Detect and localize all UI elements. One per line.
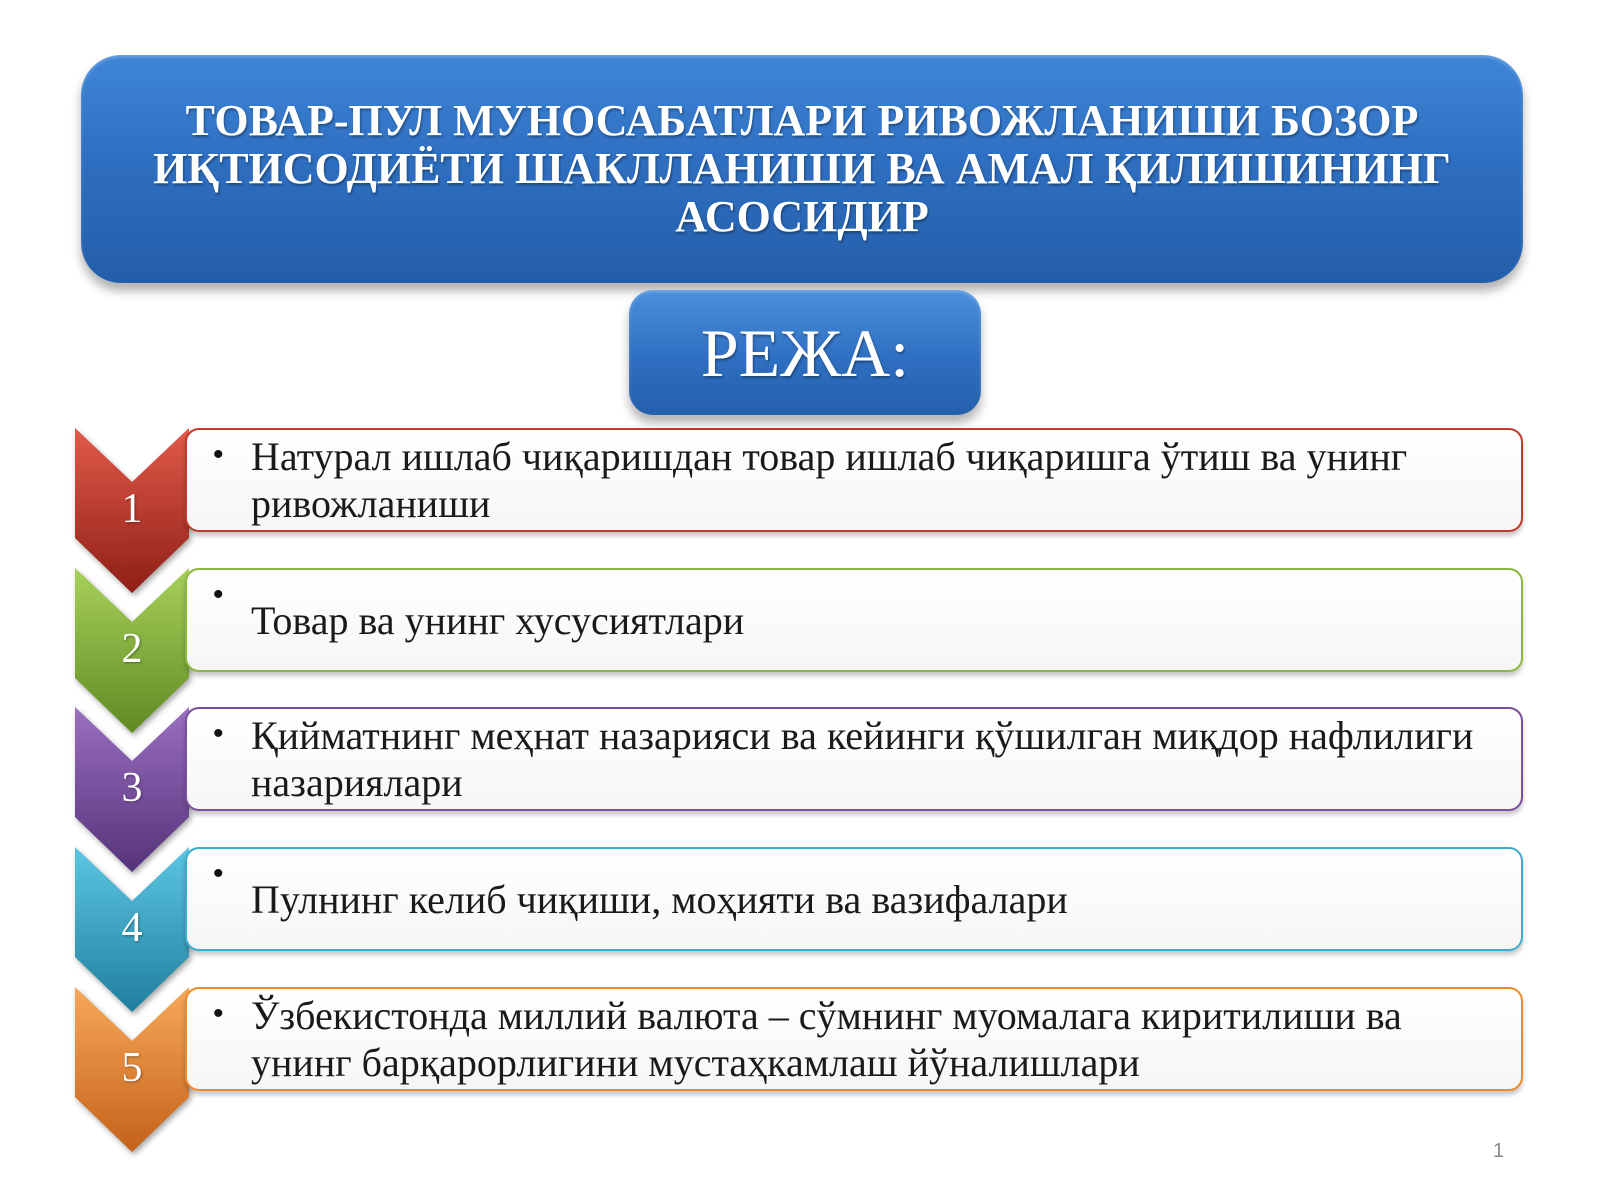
- step-number: 5: [121, 1045, 143, 1091]
- bullet-icon: •: [213, 578, 224, 611]
- step-number: 4: [121, 905, 143, 951]
- step-text: Натурал ишлаб чиқаришдан товар ишлаб чиқаришга ўтиш ва унинг ривожланиши: [251, 434, 1408, 526]
- step-card: [185, 987, 1523, 1091]
- step-card: [185, 707, 1523, 811]
- step-text: Товар ва унинг хусусиятлари: [251, 597, 745, 643]
- bullet-icon: •: [213, 857, 224, 890]
- bullet-icon: •: [213, 997, 224, 1030]
- plan-banner: [629, 290, 981, 415]
- slide-number: 1: [1493, 1140, 1505, 1162]
- step-text: Пулнинг келиб чиқиши, моҳияти ва вазифалари: [251, 876, 1068, 922]
- step-number: 2: [121, 626, 143, 672]
- slide-title: ТОВАР-ПУЛ МУНОСАБАТЛАРИ РИВОЖЛАНИШИ БОЗОР ИҚТИСОДИЁТИ ШАКЛЛАНИШИ ВА АМАЛ ҚИЛИШИНИНГ АСОСИДИР: [153, 96, 1451, 241]
- step-card: [185, 568, 1523, 672]
- plan-step: [0, 987, 1600, 1152]
- step-number: 3: [121, 765, 143, 811]
- step-text: Ўзбекистонда миллий валюта – сўмнинг муомалага киритилиши ва унинг барқарорлигини мустаҳкамлаш йўналишлари: [251, 993, 1402, 1085]
- step-number: 1: [121, 486, 143, 532]
- step-card: [185, 428, 1523, 532]
- step-card: [185, 847, 1523, 951]
- plan-label: РЕЖА:: [700, 314, 910, 391]
- bullet-icon: •: [213, 438, 224, 471]
- step-text: Қийматнинг меҳнат назарияси ва кейинги қўшилган миқдор нафлилиги назариялари: [251, 713, 1474, 805]
- title-banner: [81, 55, 1523, 283]
- bullet-icon: •: [213, 717, 224, 750]
